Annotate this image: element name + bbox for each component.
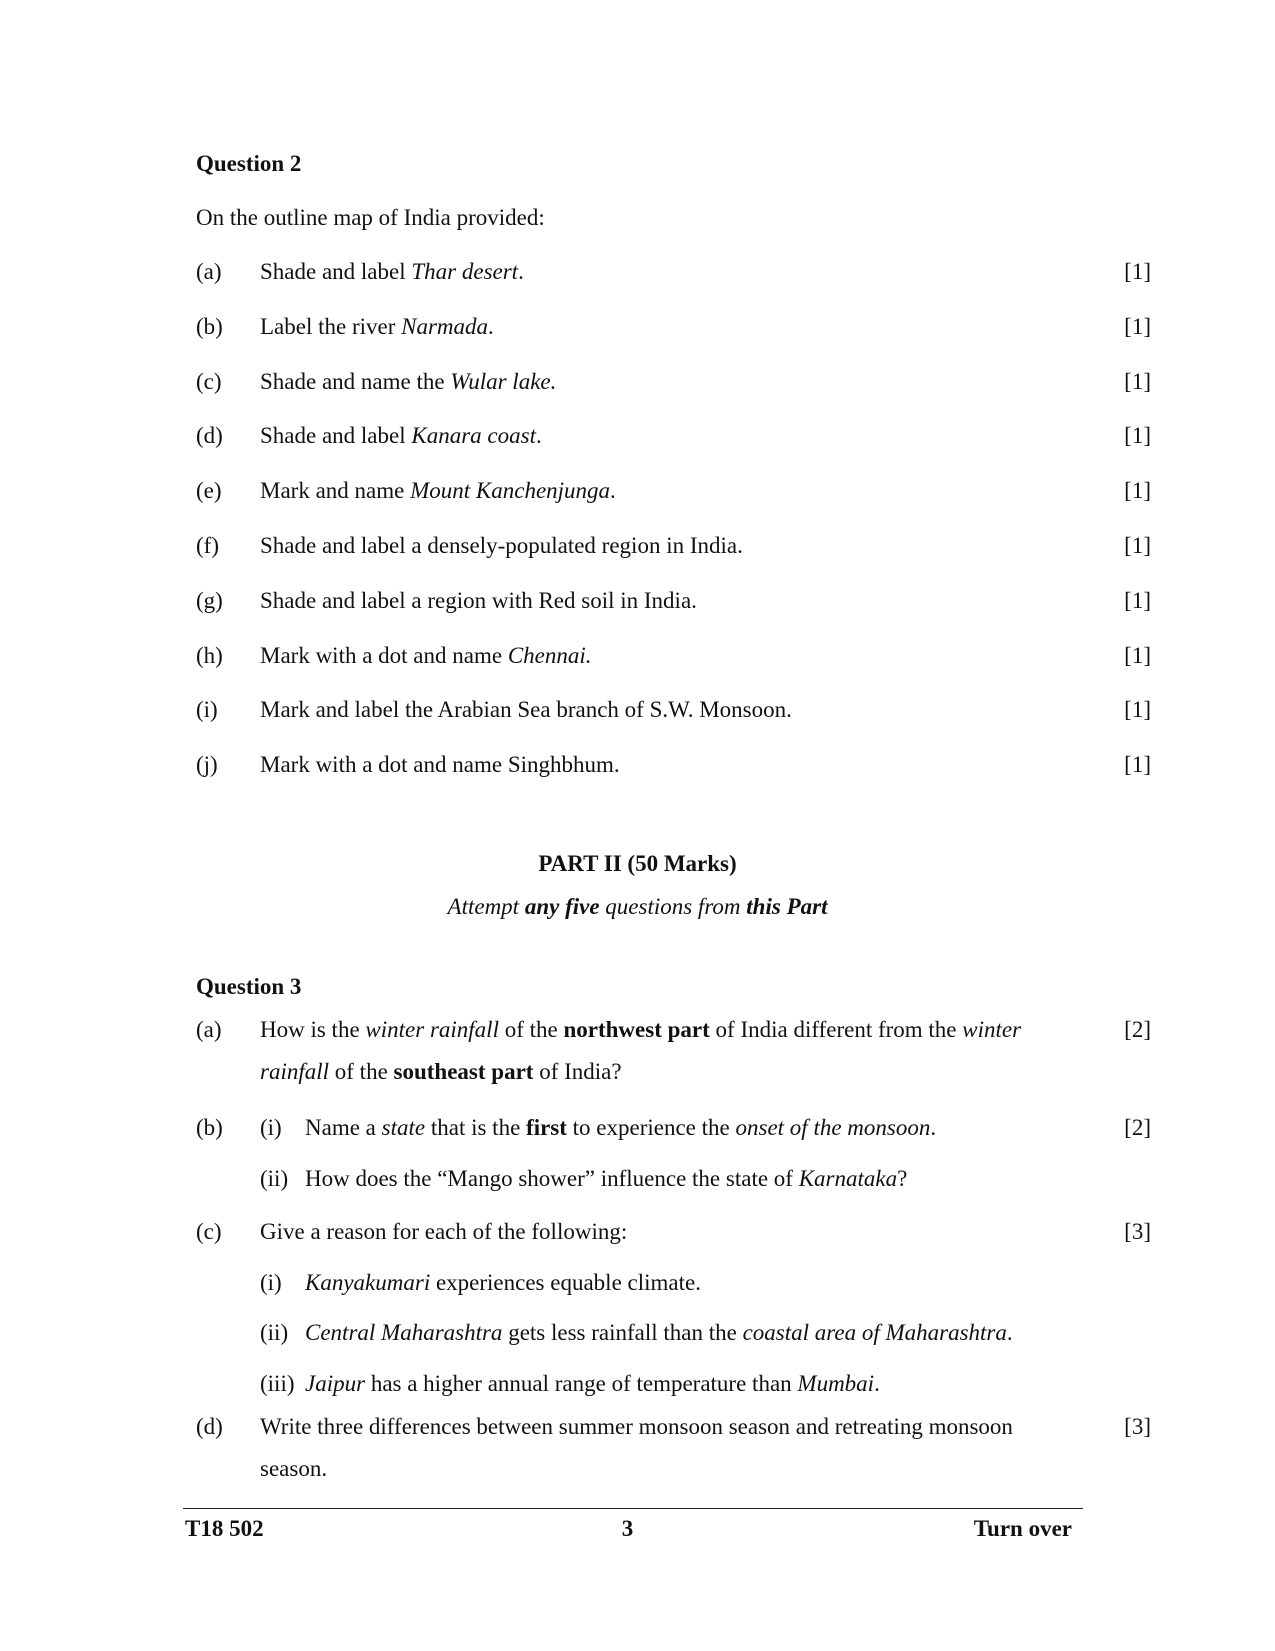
footer-page-number: 3	[621, 1516, 634, 1541]
q2-item-marks: [1]	[1124, 423, 1151, 448]
text: of the	[498, 1017, 564, 1042]
text: Label the river	[260, 314, 402, 339]
strong: northwest part	[563, 1017, 710, 1042]
em: coastal area of Maharashtra	[742, 1320, 1007, 1345]
footer-code: T18 502	[185, 1516, 264, 1541]
q2-item-label: (a)	[196, 259, 222, 284]
q2-item-marks: [1]	[1124, 643, 1151, 668]
text: ?	[897, 1166, 908, 1191]
text: .	[610, 478, 616, 503]
q2-item-text	[260, 424, 542, 447]
footer-rule	[183, 1508, 1083, 1509]
q2-item-label: (f)	[196, 533, 219, 558]
part-2-instruction	[0, 895, 1275, 918]
text: Name a	[305, 1115, 382, 1140]
q2-item-text	[260, 534, 743, 557]
em: Kanyakumari	[305, 1270, 431, 1295]
q2-item-text	[260, 753, 620, 776]
text: Shade and name the	[260, 369, 451, 394]
footer-turn-over: Turn over	[973, 1516, 1072, 1541]
em: Chennai.	[507, 643, 592, 668]
question-2-intro: On the outline map of India provided:	[196, 205, 545, 230]
q3c-ii-text	[305, 1321, 1013, 1344]
em: onset of the monsoon	[735, 1115, 931, 1140]
text: Shade and label	[260, 259, 412, 284]
q3c-iii-text	[305, 1372, 880, 1395]
q3b-ii-text	[305, 1167, 907, 1190]
q3b-i-num: (i)	[260, 1115, 282, 1140]
em: winter	[962, 1017, 1022, 1042]
strong: first	[526, 1115, 567, 1140]
q3d-line1: Write three differences between summer monsoon season and retreating monsoon	[260, 1414, 1013, 1439]
em: winter rainfall	[365, 1017, 499, 1042]
em: Narmada	[401, 314, 489, 339]
q2-item-label: (i)	[196, 697, 218, 722]
q3d-label: (d)	[196, 1414, 223, 1439]
em: Wular lake.	[450, 369, 557, 394]
text: How does the “Mango shower” influence the state of	[305, 1166, 799, 1191]
q2-item-marks: [1]	[1124, 259, 1151, 284]
text: .	[535, 423, 542, 448]
em: Karnataka	[798, 1166, 898, 1191]
question-2-heading: Question 2	[196, 151, 302, 176]
q3c-label: (c)	[196, 1219, 222, 1244]
text: Mark and label the Arabian Sea branch of S.W. Monsoon.	[260, 697, 792, 722]
text: of the	[329, 1059, 394, 1084]
q2-item-marks: [1]	[1124, 533, 1151, 558]
text: experiences equable climate.	[430, 1270, 701, 1295]
text: Mark and name	[260, 478, 411, 503]
q2-item-text	[260, 315, 494, 338]
text: of India?	[533, 1059, 622, 1084]
q3b-marks: [2]	[1124, 1115, 1151, 1140]
text: .	[1006, 1320, 1013, 1345]
text: Mark with a dot and name	[260, 643, 508, 668]
q3a-line2	[260, 1060, 622, 1083]
q3b-label: (b)	[196, 1115, 223, 1140]
q2-item-label: (j)	[196, 752, 218, 777]
q2-item-label: (h)	[196, 643, 223, 668]
text: Mark with a dot and name Singhbhum.	[260, 752, 620, 777]
q2-item-marks: [1]	[1124, 752, 1151, 777]
text: to experience the	[566, 1115, 736, 1140]
q2-item-label: (c)	[196, 369, 222, 394]
q2-item-marks: [1]	[1124, 314, 1151, 339]
text: .	[518, 259, 524, 284]
q2-item-text	[260, 589, 697, 612]
em: rainfall	[260, 1059, 330, 1084]
q3c-ii-num: (ii)	[260, 1320, 289, 1345]
q2-item-text	[260, 698, 792, 721]
text: Shade and label	[260, 423, 412, 448]
strong: southeast part	[393, 1059, 534, 1084]
q2-item-marks: [1]	[1124, 697, 1151, 722]
q3a-label: (a)	[196, 1017, 222, 1042]
instr-emphasis: any five	[524, 894, 600, 919]
q2-item-marks: [1]	[1124, 478, 1151, 503]
q2-item-label: (b)	[196, 314, 223, 339]
em: Kanara coast	[411, 423, 536, 448]
instr-text: questions from	[599, 894, 747, 919]
text: .	[488, 314, 494, 339]
q3c-marks: [3]	[1124, 1219, 1151, 1244]
q2-item-marks: [1]	[1124, 588, 1151, 613]
q3a-line1	[260, 1018, 1021, 1041]
q3b-i-text	[305, 1116, 936, 1139]
text: that is the	[425, 1115, 527, 1140]
em: Central Maharashtra	[305, 1320, 503, 1345]
part-2-title: PART II (50 Marks)	[538, 851, 737, 876]
em: Mumbai	[797, 1371, 875, 1396]
q3a-marks: [2]	[1124, 1017, 1151, 1042]
q2-item-marks: [1]	[1124, 369, 1151, 394]
text: Shade and label a densely-populated region in India.	[260, 533, 743, 558]
q3b-ii-num: (ii)	[260, 1166, 289, 1191]
text: gets less rainfall than the	[502, 1320, 743, 1345]
text: Shade and label a region with Red soil in India.	[260, 588, 697, 613]
em: Mount Kanchenjunga	[410, 478, 611, 503]
em: Jaipur	[305, 1371, 366, 1396]
q2-item-text	[260, 260, 524, 283]
q3c-i-text	[305, 1271, 701, 1294]
text: has a higher annual range of temperature than	[365, 1371, 798, 1396]
q2-item-text	[260, 644, 592, 667]
text: of India different from the	[709, 1017, 963, 1042]
q2-item-label: (d)	[196, 423, 223, 448]
q3d-line2: season.	[260, 1456, 328, 1481]
em: Thar desert	[411, 259, 519, 284]
q3c-i-num: (i)	[260, 1270, 282, 1295]
q3c-text: Give a reason for each of the following:	[260, 1219, 628, 1244]
q2-item-label: (e)	[196, 478, 222, 503]
q2-item-text	[260, 479, 616, 502]
text: .	[930, 1115, 937, 1140]
instr-emphasis: this Part	[746, 894, 828, 919]
q2-item-text	[260, 370, 556, 393]
q2-item-label: (g)	[196, 588, 223, 613]
q3c-iii-num: (iii)	[260, 1371, 295, 1396]
text: .	[874, 1371, 880, 1396]
em: state	[381, 1115, 426, 1140]
question-3-heading: Question 3	[196, 974, 302, 999]
text: How is the	[260, 1017, 366, 1042]
instr-text: Attempt	[447, 894, 525, 919]
q3d-marks: [3]	[1124, 1414, 1151, 1439]
